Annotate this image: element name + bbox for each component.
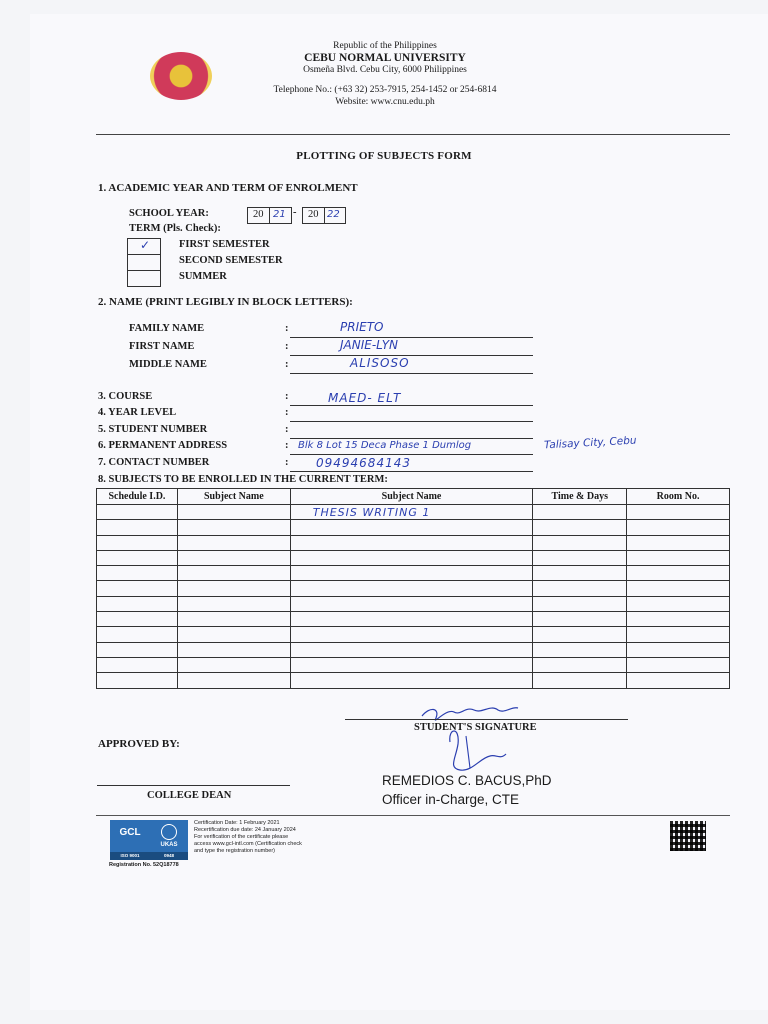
table-cell[interactable] (627, 612, 730, 627)
header-subject-name-2: Subject Name (290, 489, 533, 505)
table-cell[interactable] (290, 657, 533, 672)
sy-prefix-1: 20 (253, 209, 264, 220)
table-cell[interactable] (533, 535, 627, 550)
university-seal-logo (150, 52, 212, 100)
permanent-address-line (290, 454, 533, 455)
certification-text (194, 820, 302, 854)
contact-number-value[interactable]: 09494684143 (316, 456, 411, 470)
table-cell[interactable] (177, 550, 290, 565)
contact-number-line (290, 471, 533, 472)
table-cell[interactable] (177, 535, 290, 550)
header-time-days: Time & Days (533, 489, 627, 505)
middle-name-value[interactable]: ALISOSO (350, 356, 410, 370)
cert-line: access www.gcl-intl.com (Certification check (194, 840, 302, 847)
colon: : (285, 424, 289, 435)
table-cell[interactable] (627, 535, 730, 550)
ukas-number: 0948 (150, 852, 188, 860)
table-cell[interactable] (97, 581, 178, 596)
form-title: PLOTTING OF SUBJECTS FORM (296, 150, 472, 162)
table-cell[interactable] (627, 581, 730, 596)
cert-line: and type the registration number) (194, 847, 276, 854)
table-cell[interactable] (533, 596, 627, 611)
term-second-semester: SECOND SEMESTER (179, 255, 283, 266)
table-cell[interactable] (97, 535, 178, 550)
table-cell[interactable] (290, 642, 533, 657)
first-name-label: FIRST NAME (129, 341, 195, 352)
header-address: Osmeña Blvd. Cebu City, 6000 Philippines (303, 65, 467, 75)
table-cell[interactable] (290, 535, 533, 550)
table-row[interactable] (97, 657, 730, 672)
course-value[interactable]: MAED- ELT (328, 391, 402, 405)
middle-name-label: MIDDLE NAME (129, 359, 207, 370)
table-cell[interactable] (177, 566, 290, 581)
dean-signature-line[interactable] (97, 785, 290, 786)
table-cell[interactable] (97, 642, 178, 657)
table-cell[interactable] (177, 505, 290, 520)
table-cell[interactable] (290, 550, 533, 565)
header-schedule-id: Schedule I.D. (97, 489, 178, 505)
colon: : (285, 323, 289, 334)
officer-name: REMEDIOS C. BACUS,PhD (382, 773, 552, 788)
approved-by-label: APPROVED BY: (98, 738, 180, 750)
table-cell[interactable] (177, 612, 290, 627)
colon: : (285, 359, 289, 370)
footer-divider (96, 815, 730, 816)
table-cell[interactable] (97, 550, 178, 565)
table-cell[interactable] (290, 520, 533, 535)
table-cell[interactable] (533, 581, 627, 596)
course-label: 3. COURSE (98, 391, 153, 402)
header-divider (96, 134, 730, 135)
year-level-line[interactable] (290, 421, 533, 422)
first-subject-cell[interactable]: THESIS WRITING 1 (290, 505, 533, 520)
cert-line: Certification Date: 1 February 2021 (194, 820, 280, 826)
table-cell[interactable] (533, 627, 627, 642)
table-cell[interactable] (290, 673, 533, 688)
sy-box-divider (269, 208, 270, 223)
family-name-label: FAMILY NAME (129, 323, 205, 334)
gcl-logo (110, 820, 150, 860)
school-year-start-box[interactable] (247, 207, 292, 224)
school-year-end-box[interactable] (302, 207, 346, 224)
table-cell[interactable] (97, 596, 178, 611)
ukas-logo (150, 820, 188, 860)
sy-dash: - (293, 207, 297, 218)
table-row[interactable] (97, 642, 730, 657)
family-name-value[interactable]: PRIETO (340, 320, 384, 334)
section2-heading: 2. NAME (PRINT LEGIBLY IN BLOCK LETTERS): (98, 296, 353, 308)
colon: : (285, 341, 289, 352)
term-summer: SUMMER (179, 271, 227, 282)
table-row[interactable] (97, 673, 730, 688)
header-university: CEBU NORMAL UNIVERSITY (304, 52, 466, 64)
student-signature-label: STUDENT'S SIGNATURE (414, 722, 537, 733)
term-label: TERM (Pls. Check): (129, 223, 221, 234)
course-line (290, 405, 533, 406)
qr-code-icon[interactable] (670, 821, 706, 851)
sy-prefix-2: 20 (308, 209, 319, 220)
table-cell[interactable] (97, 566, 178, 581)
table-cell[interactable] (533, 505, 627, 520)
student-signature-line[interactable] (345, 719, 628, 720)
table-cell[interactable] (533, 642, 627, 657)
first-name-value[interactable]: JANIE-LYN (340, 338, 399, 352)
sy-value-2: 22 (327, 209, 340, 220)
cert-line: Recertification due date: 24 January 2024 (194, 826, 296, 833)
table-cell[interactable] (97, 657, 178, 672)
ukas-crown-icon (161, 824, 177, 840)
table-cell[interactable] (290, 581, 533, 596)
table-cell[interactable] (177, 657, 290, 672)
table-cell[interactable] (627, 520, 730, 535)
table-cell[interactable] (627, 642, 730, 657)
year-level-label: 4. YEAR LEVEL (98, 407, 177, 418)
table-cell[interactable] (533, 550, 627, 565)
table-header-row (97, 489, 730, 505)
table-cell[interactable] (97, 505, 178, 520)
table-row[interactable] (97, 535, 730, 550)
table-cell[interactable] (290, 566, 533, 581)
table-cell[interactable] (177, 627, 290, 642)
table-row[interactable] (97, 627, 730, 642)
header-room-no: Room No. (627, 489, 730, 505)
officer-title: Officer in-Charge, CTE (382, 792, 520, 807)
table-cell[interactable] (177, 596, 290, 611)
permanent-address-label: 6. PERMANENT ADDRESS (98, 440, 228, 451)
college-dean-label: COLLEGE DEAN (147, 790, 232, 801)
gcl-text: GCL (119, 827, 141, 838)
header-subject-name: Subject Name (177, 489, 290, 505)
table-cell[interactable] (533, 520, 627, 535)
sy-box-divider (324, 208, 325, 223)
ukas-text: UKAS (160, 842, 178, 848)
table-cell[interactable] (627, 550, 730, 565)
table-cell[interactable] (533, 612, 627, 627)
table-cell[interactable] (97, 673, 178, 688)
colon: : (285, 440, 289, 451)
student-number-line[interactable] (290, 438, 533, 439)
table-cell[interactable] (627, 657, 730, 672)
table-row[interactable] (97, 520, 730, 535)
table-row[interactable] (97, 612, 730, 627)
signature-scribbles (400, 698, 540, 780)
cert-line: For verification of the certificate please (194, 833, 289, 840)
colon: : (285, 391, 289, 402)
family-name-line (290, 337, 533, 338)
table-cell[interactable] (627, 596, 730, 611)
subjects-table (96, 488, 730, 689)
school-year-label: SCHOOL YEAR: (129, 208, 209, 219)
header-republic: Republic of the Philippines (333, 41, 437, 51)
contact-number-label: 7. CONTACT NUMBER (98, 457, 210, 468)
header-website: Website: www.cnu.edu.ph (335, 97, 435, 107)
permanent-address-value-2: Talisay City, Cebu (543, 434, 637, 452)
permanent-address-value[interactable]: Blk 8 Lot 15 Deca Phase 1 Dumlog (298, 440, 472, 451)
table-row[interactable] (97, 596, 730, 611)
sy-value-1: 21 (273, 209, 286, 220)
table-cell[interactable] (290, 627, 533, 642)
table-cell[interactable] (177, 642, 290, 657)
table-row[interactable] (97, 581, 730, 596)
term-first-semester: FIRST SEMESTER (179, 239, 270, 250)
second-semester-checkbox[interactable] (127, 254, 161, 271)
summer-checkbox[interactable] (127, 270, 161, 287)
first-semester-checkbox[interactable] (127, 238, 161, 255)
table-cell[interactable] (533, 566, 627, 581)
table-row[interactable] (97, 550, 730, 565)
table-cell[interactable] (290, 596, 533, 611)
first-name-line (290, 355, 533, 356)
table-cell[interactable] (627, 627, 730, 642)
table-cell[interactable] (533, 657, 627, 672)
table-cell[interactable] (177, 520, 290, 535)
middle-name-line (290, 373, 533, 374)
section1-heading: 1. ACADEMIC YEAR AND TERM OF ENROLMENT (98, 182, 358, 194)
table-cell[interactable] (97, 612, 178, 627)
header-telephone: Telephone No.: (+63 32) 253-7915, 254-1452 or 254-6814 (273, 85, 497, 95)
colon: : (285, 407, 289, 418)
table-cell[interactable] (290, 612, 533, 627)
table-cell[interactable] (533, 673, 627, 688)
table-cell[interactable] (177, 673, 290, 688)
student-number-label: 5. STUDENT NUMBER (98, 424, 208, 435)
table-cell[interactable] (627, 673, 730, 688)
table-cell[interactable] (177, 581, 290, 596)
table-cell[interactable] (97, 520, 178, 535)
colon: : (285, 457, 289, 468)
table-row[interactable] (97, 505, 730, 520)
subjects-heading: 8. SUBJECTS TO BE ENROLLED IN THE CURRENT TERM: (98, 474, 388, 485)
registration-number: Registration No. 52Q18778 (109, 862, 179, 868)
table-row[interactable] (97, 566, 730, 581)
table-cell[interactable] (627, 566, 730, 581)
iso-label: ISO 9001 (110, 852, 150, 860)
check-mark-icon: ✓ (140, 238, 151, 252)
table-cell[interactable] (97, 627, 178, 642)
table-cell[interactable] (627, 505, 730, 520)
